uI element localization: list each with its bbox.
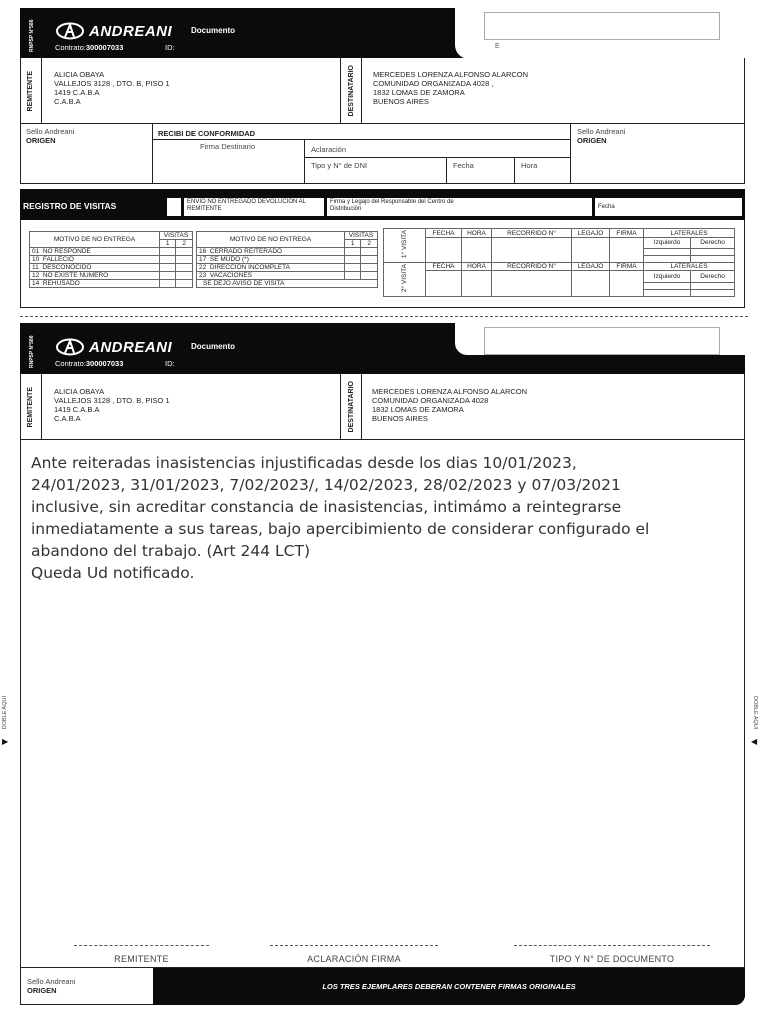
signature-label-aclaracion: ACLARACIÓN FIRMA bbox=[307, 954, 401, 964]
address-line: MERCEDES LORENZA ALFONSO ALARCON bbox=[373, 70, 529, 79]
signature-line-remitente bbox=[74, 945, 209, 946]
check-cell[interactable] bbox=[361, 248, 378, 256]
cell[interactable] bbox=[644, 248, 691, 255]
cell[interactable] bbox=[691, 248, 735, 255]
check-cell[interactable] bbox=[160, 272, 176, 280]
aclaracion-divider bbox=[304, 139, 305, 184]
cell[interactable] bbox=[691, 255, 735, 262]
col-recorrido: RECORRIDO N° bbox=[492, 229, 572, 238]
letter-line: inclusive, sin acreditar constancia de inasistencias, intimámo a reintegrarse bbox=[31, 498, 622, 516]
contrato-value: 300007033 bbox=[85, 359, 124, 368]
address-line: MERCEDES LORENZA ALFONSO ALARCON bbox=[372, 387, 528, 396]
table-row bbox=[384, 271, 735, 283]
check-cell[interactable] bbox=[176, 272, 193, 280]
andreani-logo-icon bbox=[55, 338, 85, 356]
envio-label: ENVIO NO ENTREGADO DEVOLUCION AL REMITENTE bbox=[187, 199, 306, 212]
cell[interactable] bbox=[462, 271, 492, 297]
table-row bbox=[30, 232, 193, 240]
cell[interactable] bbox=[572, 238, 610, 263]
top-remitente-strip bbox=[20, 58, 42, 124]
cut-line bbox=[20, 316, 748, 317]
top-contrato bbox=[55, 43, 123, 52]
cell[interactable] bbox=[691, 282, 735, 289]
footer-legend-band bbox=[153, 968, 745, 1005]
dni-divider bbox=[304, 157, 571, 158]
cell[interactable] bbox=[691, 289, 735, 296]
table-row bbox=[30, 264, 193, 272]
motivo-code: 01 bbox=[32, 248, 40, 255]
bottom-rnpsp: RNPSP N°586 bbox=[29, 335, 35, 368]
signature-label-tipo: TIPO Y N° DE DOCUMENTO bbox=[549, 954, 675, 964]
motivo-cell bbox=[30, 272, 160, 280]
address-line: ALICIA OBAYA bbox=[54, 70, 105, 79]
motivo-code: 12 bbox=[32, 272, 40, 279]
envio-box bbox=[184, 198, 324, 216]
col-firma: FIRMA bbox=[610, 229, 644, 238]
check-cell[interactable] bbox=[160, 264, 176, 272]
letter-line: inmediatamente a sus tareas, bajo apercibimiento de considerar configurado el bbox=[31, 520, 650, 538]
table-row bbox=[197, 256, 378, 264]
firma-legajo-label: Firma y Legajo del Responsable del Centro de Distribución bbox=[330, 199, 454, 212]
recibi-underline bbox=[152, 139, 571, 140]
recibi-label: RECIBI DE CONFORMIDAD bbox=[158, 129, 256, 138]
hora-divider bbox=[514, 157, 515, 184]
motivo-cell bbox=[197, 264, 345, 272]
col-hora: HORA bbox=[462, 263, 492, 271]
footer-sello bbox=[27, 977, 75, 995]
col-firma: FIRMA bbox=[610, 263, 644, 271]
primera-visita-label: 1° VISITA bbox=[401, 230, 408, 259]
motivo-header: MOTIVO DE NO ENTREGA bbox=[197, 232, 345, 248]
address-line: BUENOS AIRES bbox=[373, 97, 429, 106]
motivo-text: SE DEJO AVISO DE VISITA bbox=[203, 280, 285, 287]
doble-aqui-right: DOBLE AQUI bbox=[752, 696, 758, 730]
letter-body bbox=[31, 452, 736, 584]
top-e-label: E bbox=[495, 43, 500, 50]
check-cell[interactable] bbox=[160, 256, 176, 264]
check-cell[interactable] bbox=[160, 280, 176, 288]
motivo-text: NO EXISTE NUMERO bbox=[42, 272, 109, 279]
col-hora: HORA bbox=[462, 229, 492, 238]
motivo-cell bbox=[30, 264, 160, 272]
check-cell[interactable] bbox=[160, 248, 176, 256]
cell[interactable] bbox=[610, 271, 644, 297]
signature-line-aclaracion bbox=[270, 945, 438, 946]
motivo-cell bbox=[197, 272, 345, 280]
address-line: C.A.B.A bbox=[54, 414, 81, 423]
motivos-right-table bbox=[196, 231, 378, 288]
check-cell[interactable] bbox=[361, 272, 378, 280]
motivo-code: 11 bbox=[32, 264, 39, 271]
address-line: COMUNIDAD ORGANIZADA 4028 bbox=[372, 396, 489, 405]
fold-arrow-left-icon: ▶ bbox=[2, 737, 9, 746]
table-row bbox=[384, 263, 735, 271]
sello-label: Sello Andreani bbox=[26, 127, 75, 136]
conformidad-sello-right bbox=[577, 127, 625, 145]
bottom-logo bbox=[55, 338, 172, 356]
dni-label: Tipo y N° de DNI bbox=[311, 161, 368, 170]
motivo-cell bbox=[30, 280, 160, 288]
cell[interactable] bbox=[492, 271, 572, 297]
table-row bbox=[30, 272, 193, 280]
andreani-logo-icon bbox=[55, 22, 85, 40]
col-laterales: LATERALES bbox=[644, 263, 735, 271]
top-documento: Documento bbox=[191, 26, 235, 35]
table-row bbox=[30, 256, 193, 264]
letter-line: Ante reiteradas inasistencias injustificadas desde los dias 10/01/2023, bbox=[31, 454, 577, 472]
col-izquierdo: Izquierdo bbox=[644, 271, 691, 283]
top-logo bbox=[55, 22, 172, 40]
top-destinatario-address bbox=[373, 70, 528, 106]
origen-label: ORIGEN bbox=[26, 136, 56, 145]
visitas-header: VISITAS bbox=[160, 232, 193, 240]
cell[interactable] bbox=[462, 238, 492, 263]
registro-title: REGISTRO DE VISITAS bbox=[23, 201, 117, 211]
bottom-contrato bbox=[55, 359, 123, 368]
cell[interactable] bbox=[644, 255, 691, 262]
col-fecha: FECHA bbox=[426, 229, 462, 238]
aviso-cell bbox=[197, 280, 378, 288]
col-derecho: Derecho bbox=[691, 271, 735, 283]
motivo-text: NO RESPONDE bbox=[42, 248, 91, 255]
visita-2-col: 2 bbox=[176, 240, 193, 248]
cell[interactable] bbox=[644, 289, 691, 296]
motivo-code: 10 bbox=[32, 256, 40, 263]
origen-label: ORIGEN bbox=[27, 986, 57, 995]
motivo-code: 22 bbox=[199, 264, 207, 271]
top-destinatario-strip bbox=[340, 58, 362, 124]
col-derecho: Derecho bbox=[691, 238, 735, 249]
cell[interactable] bbox=[492, 238, 572, 263]
table-row bbox=[197, 264, 378, 272]
registro-checkbox[interactable] bbox=[167, 198, 181, 216]
registro-fecha-box bbox=[595, 198, 742, 216]
motivo-cell bbox=[197, 248, 345, 256]
motivo-code: 16 bbox=[199, 248, 207, 255]
top-id-label: ID: bbox=[165, 43, 175, 52]
firma-legajo-box bbox=[327, 198, 592, 216]
check-cell[interactable] bbox=[345, 264, 361, 272]
motivo-header: MOTIVO DE NO ENTREGA bbox=[30, 232, 160, 248]
doble-aqui-left: DOBLE AQUI bbox=[2, 696, 8, 730]
contrato-label: Contrato: bbox=[55, 43, 86, 52]
origen-label: ORIGEN bbox=[577, 136, 607, 145]
registro-fecha-label: Fecha bbox=[598, 204, 615, 210]
destinatario-label: DESTINATARIO bbox=[347, 65, 355, 117]
address-line: ALICIA OBAYA bbox=[54, 387, 105, 396]
bottom-destinatario-strip bbox=[340, 374, 362, 440]
cell[interactable] bbox=[572, 271, 610, 297]
check-cell[interactable] bbox=[345, 272, 361, 280]
footer-legend: LOS TRES EJEMPLARES DEBERAN CONTENER FIRMAS ORIGINALES bbox=[322, 982, 576, 991]
visita-1-col: 1 bbox=[345, 240, 361, 248]
top-remitente-address bbox=[54, 70, 170, 106]
check-cell[interactable] bbox=[345, 248, 361, 256]
col-izquierdo: Izquierdo bbox=[644, 238, 691, 249]
remitente-label: REMITENTE bbox=[27, 70, 34, 112]
bottom-destinatario-address bbox=[372, 387, 527, 423]
check-cell[interactable] bbox=[176, 264, 193, 272]
motivo-text: CERRADO REITERADO bbox=[209, 248, 283, 255]
bottom-id-label: ID: bbox=[165, 359, 175, 368]
cell[interactable] bbox=[644, 282, 691, 289]
motivo-cell bbox=[30, 256, 160, 264]
visitas-table bbox=[383, 228, 735, 297]
bottom-remitente-strip bbox=[20, 374, 42, 440]
letter-line: 24/01/2023, 31/01/2023, 7/02/2023/, 14/02/2023, 28/02/2023 y 07/03/2021 bbox=[31, 476, 621, 494]
table-row bbox=[30, 280, 193, 288]
motivo-text: FALLECIO bbox=[42, 256, 74, 263]
address-line: 1419 C.A.B.A bbox=[54, 88, 100, 97]
address-line: VALLEJOS 3128 , DTO. B, PISO 1 bbox=[54, 396, 170, 405]
check-cell[interactable] bbox=[176, 248, 193, 256]
motivo-text: DESCONOCIDO bbox=[42, 264, 92, 271]
cell[interactable] bbox=[610, 238, 644, 263]
contrato-label: Contrato: bbox=[55, 359, 86, 368]
visita-2-col: 2 bbox=[361, 240, 378, 248]
fecha-divider bbox=[446, 157, 447, 184]
conformidad-sello bbox=[26, 127, 74, 145]
hora-label: Hora bbox=[521, 161, 538, 170]
aclaracion-label: Aclaración bbox=[311, 145, 347, 154]
cell[interactable] bbox=[426, 238, 462, 263]
check-cell[interactable] bbox=[361, 264, 378, 272]
motivos-left-table bbox=[29, 231, 193, 288]
top-id-box bbox=[484, 12, 720, 40]
letter-line: abandono del trabajo. (Art 244 LCT) bbox=[31, 542, 310, 560]
motivo-text: DIRECCION INCOMPLETA bbox=[209, 264, 290, 271]
col-recorrido: RECORRIDO N° bbox=[492, 263, 572, 271]
motivo-code: 14 bbox=[32, 280, 40, 287]
table-row bbox=[30, 248, 193, 256]
cell[interactable] bbox=[426, 271, 462, 297]
table-row bbox=[197, 248, 378, 256]
remitente-label: REMITENTE bbox=[27, 386, 34, 428]
address-line: 1832 LOMAS DE ZAMORA bbox=[373, 88, 465, 97]
bottom-remitente-address bbox=[54, 387, 170, 423]
check-cell[interactable] bbox=[176, 256, 193, 264]
address-line: 1832 LOMAS DE ZAMORA bbox=[372, 405, 464, 414]
contrato-value: 300007033 bbox=[85, 43, 124, 52]
fecha-label: Fecha bbox=[453, 161, 474, 170]
check-cell[interactable] bbox=[345, 256, 361, 264]
motivo-code: 17 bbox=[199, 256, 207, 263]
visitas-header: VISITAS bbox=[345, 232, 378, 240]
segunda-visita-label: 2° VISITA bbox=[401, 264, 408, 293]
brand-name: ANDREANI bbox=[89, 22, 173, 40]
col-legajo: LEGAJO bbox=[572, 263, 610, 271]
primera-visita-cell bbox=[384, 229, 426, 263]
letter-line: Queda Ud notificado. bbox=[31, 564, 195, 582]
signature-label-remitente: REMITENTE bbox=[114, 954, 169, 964]
motivo-text: REHUSADO bbox=[42, 280, 80, 287]
address-line: COMUNIDAD ORGANIZADA 4028 , bbox=[373, 79, 494, 88]
check-cell[interactable] bbox=[361, 256, 378, 264]
address-line: C.A.B.A bbox=[54, 97, 81, 106]
motivo-code: 23 bbox=[199, 272, 207, 279]
motivo-cell bbox=[197, 256, 345, 264]
bottom-documento: Documento bbox=[191, 342, 235, 351]
table-row bbox=[384, 229, 735, 238]
motivo-cell bbox=[30, 248, 160, 256]
sello-label: Sello Andreani bbox=[27, 977, 76, 986]
table-row bbox=[197, 272, 378, 280]
table-row bbox=[384, 238, 735, 249]
destinatario-label: DESTINATARIO bbox=[347, 381, 355, 433]
col-laterales: LATERALES bbox=[644, 229, 735, 238]
check-cell[interactable] bbox=[176, 280, 193, 288]
signature-line-tipo bbox=[514, 945, 710, 946]
address-line: BUENOS AIRES bbox=[372, 414, 428, 423]
visita-1-col: 1 bbox=[160, 240, 176, 248]
sello-label: Sello Andreani bbox=[577, 127, 626, 136]
brand-name: ANDREANI bbox=[89, 338, 173, 356]
col-legajo: LEGAJO bbox=[572, 229, 610, 238]
fold-arrow-right-icon: ◀ bbox=[751, 737, 758, 746]
firma-destinario-label: Firma Destinario bbox=[200, 142, 256, 151]
table-row bbox=[197, 280, 378, 288]
top-rnpsp: RNPSP N°586 bbox=[29, 19, 35, 52]
motivo-text: VACACIONES bbox=[209, 272, 252, 279]
bottom-id-box bbox=[484, 327, 720, 355]
col-fecha: FECHA bbox=[426, 263, 462, 271]
table-row bbox=[197, 232, 378, 240]
address-line: 1419 C.A.B.A bbox=[54, 405, 100, 414]
address-line: VALLEJOS 3128 , DTO. B, PISO 1 bbox=[54, 79, 170, 88]
motivo-text: SE MUDO (*) bbox=[209, 256, 249, 263]
segunda-visita-cell bbox=[384, 263, 426, 297]
